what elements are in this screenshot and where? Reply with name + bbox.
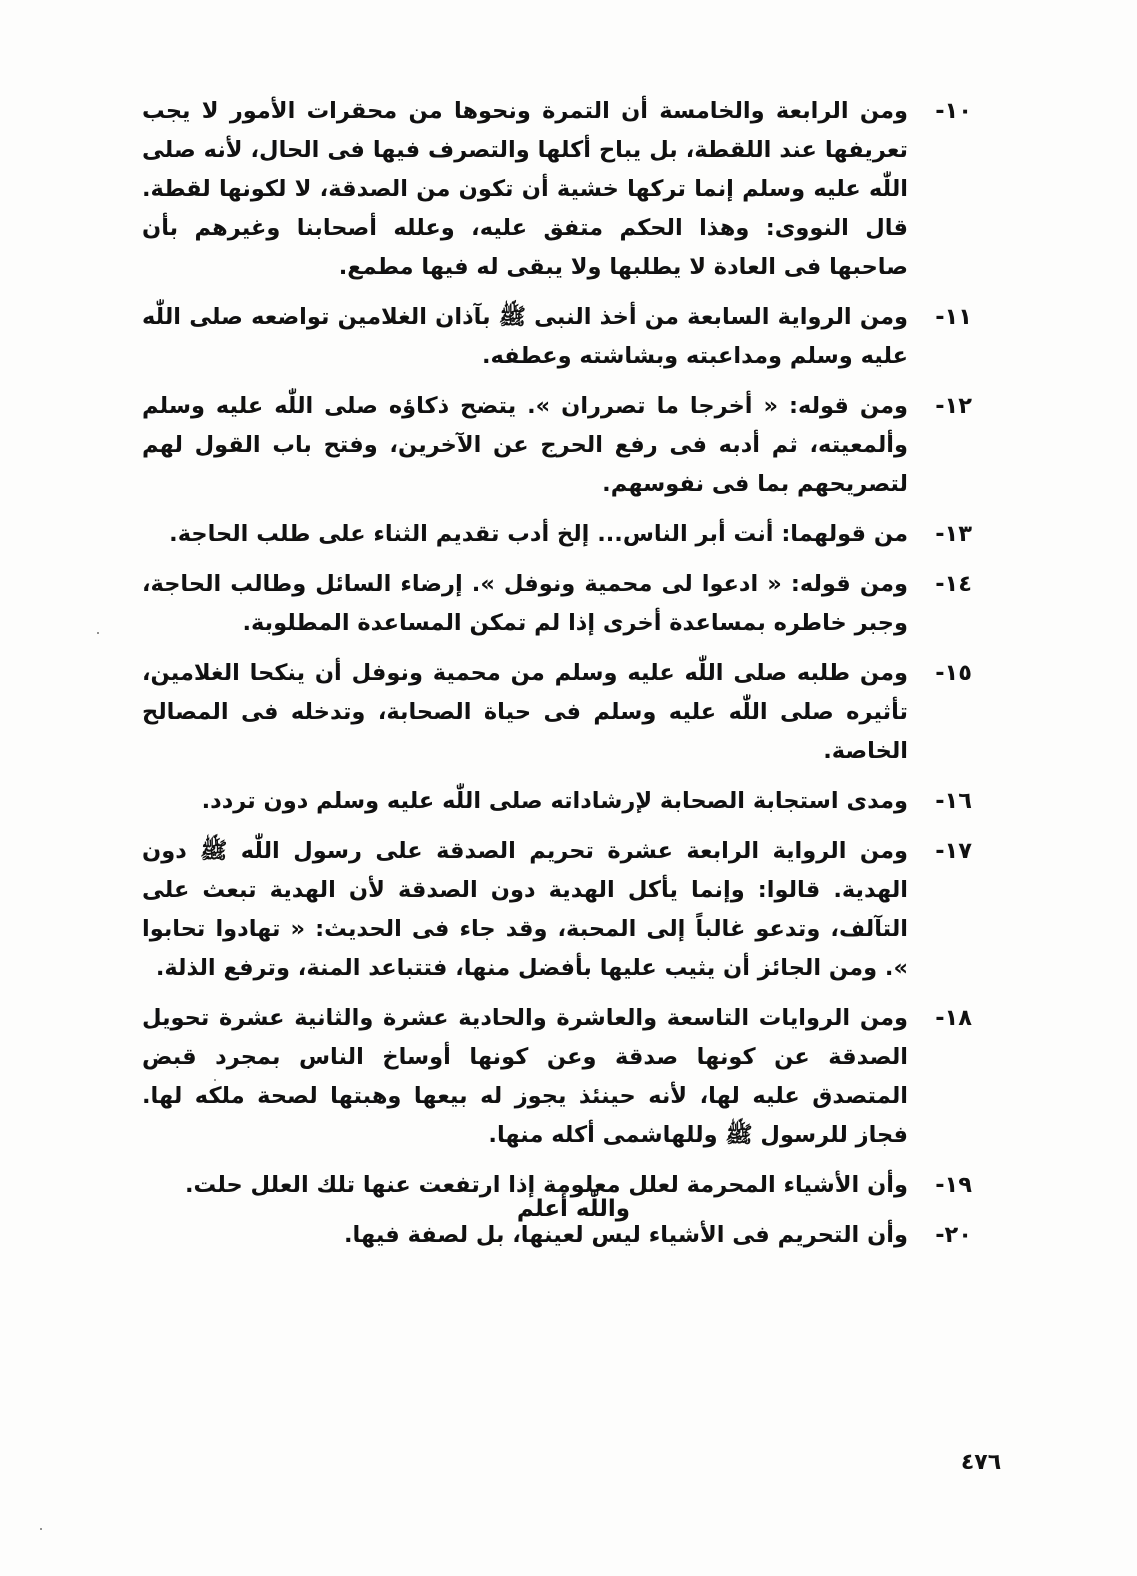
item-text: ومن قوله: « أخرجا ما تصرران ». يتضح ذكاؤه صلى اللّٰه عليه وسلم وألمعيته، ثم أدبه فى رفع الحرج عن الآخرين، وفتح باب القول لهم لتصريحهم بما فى نفوسهم. [142, 393, 908, 497]
item-number: ١١- [935, 304, 972, 330]
item-text: ومن الروايات التاسعة والعاشرة والحادية عشرة والثانية عشرة تحويل الصدقة عن كونها صدقة وعن كونها أوساخ الناس بمجرد قبض المتصدق عليه لها، لأنه حينئذ يجوز له بيعها وهبتها لصحة ملكه لها. فجاز للرسول ﷺ وللهاشمى أكله منها. [142, 1005, 908, 1148]
list-item [142, 387, 972, 504]
scan-speck [214, 1079, 216, 1081]
list-item [142, 92, 972, 287]
list-item [142, 565, 972, 643]
item-number: ١٠- [935, 98, 972, 124]
item-number: ١٧- [935, 838, 972, 864]
item-number: ١٣- [935, 521, 972, 547]
page-number: ٤٧٦ [960, 1450, 1002, 1475]
list-item [142, 654, 972, 771]
list-item [142, 832, 972, 988]
item-number: ١٤- [935, 571, 972, 597]
list-item [142, 999, 972, 1155]
item-number: ٢٠- [935, 1222, 972, 1248]
item-text: ومن الرابعة والخامسة أن التمرة ونحوها من محقرات الأمور لا يجب تعريفها عند اللقطة، بل يباح أكلها والتصرف فيها فى الحال، لأنه صلى اللّٰه عليه وسلم إنما تركها خشية أن تكون من الصدقة، لا لكونها لقطة. قال النووى: وهذا الحكم متفق عليه، وعلله أصحابنا وغيرهم بأن صاحبها فى العادة لا يطلبها ولا يبقى له فيها مطمع. [142, 98, 908, 280]
item-text: ومن قوله: « ادعوا لى محمية ونوفل ». إرضاء السائل وطالب الحاجة، وجبر خاطره بمساعدة أخرى إذا لم تمكن المساعدة المطلوبة. [142, 571, 908, 636]
numbered-conclusions [142, 92, 972, 1266]
item-number: ١٥- [935, 660, 972, 686]
list-item [142, 515, 972, 554]
item-number: ١٦- [935, 788, 972, 814]
item-text: ومدى استجابة الصحابة لإرشاداته صلى اللّٰه عليه وسلم دون تردد. [201, 788, 908, 814]
list-item [142, 298, 972, 376]
item-text: ومن طلبه صلى اللّٰه عليه وسلم من محمية ونوفل أن ينكحا الغلامين، تأثيره صلى اللّٰه عليه وسلم فى حياة الصحابة، وتدخله فى المصالح الخاصة. [142, 660, 908, 764]
closing-phrase: واللّٰه أعلم [516, 1196, 631, 1222]
item-number: ١٢- [935, 393, 972, 419]
item-number: ١٨- [935, 1005, 972, 1031]
scan-speck [97, 632, 99, 634]
item-text: ومن الرواية السابعة من أخذ النبى ﷺ بآذان الغلامين تواضعه صلى اللّٰه عليه وسلم ومداعبته وبشاشته وعطفه. [142, 304, 908, 369]
item-text: ومن الرواية الرابعة عشرة تحريم الصدقة على رسول اللّٰه ﷺ دون الهدية. قالوا: وإنما يأكل الهدية دون الصدقة لأن الهدية تبعث على التآلف، وتدعو غالباً إلى المحبة، وقد جاء فى الحديث: « تهادوا تحابوا ». ومن الجائز أن يثيب عليها بأفضل منها، فتتباعد المنة، وترفع الذلة. [142, 838, 908, 981]
list-item [142, 782, 972, 821]
item-text: من قولهما: أنت أبر الناس... إلخ أدب تقديم الثناء على طلب الحاجة. [169, 521, 908, 547]
item-number: ١٩- [935, 1172, 972, 1198]
item-text: وأن التحريم فى الأشياء ليس لعينها، بل لصفة فيها. [343, 1222, 908, 1248]
item-text: وأن الأشياء المحرمة لعلل معلومة إذا ارتفعت عنها تلك العلل حلت. [184, 1172, 908, 1198]
scan-speck [40, 1528, 42, 1530]
